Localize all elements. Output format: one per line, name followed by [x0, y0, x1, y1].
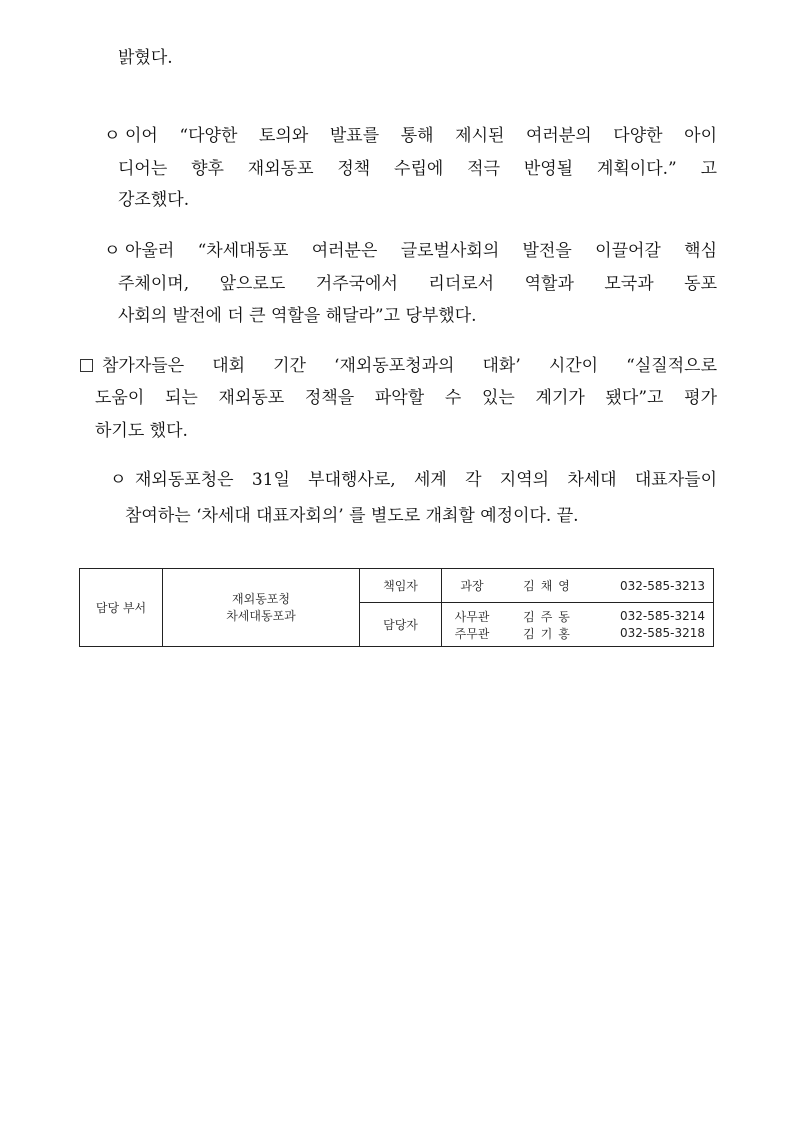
responsible-label: 책임자: [383, 579, 418, 593]
paragraph-line: 도움이 되는 재외동포 정책을 파악할 수 있는 계기가 됐다”고 평가: [95, 388, 717, 408]
division-name: 차세대동포과: [226, 608, 296, 623]
staff-label: 담당자: [383, 618, 418, 632]
responsible-label-cell: [360, 569, 442, 603]
paragraph-line: 디어는 향후 재외동포 정책 수립에 적극 반영될 계획이다.” 고: [118, 159, 717, 179]
org-name: 재외동포청: [232, 591, 290, 606]
staff-label-cell: [360, 603, 442, 647]
paragraph-line: 참가자들은 대회 기간 ‘재외동포청과의 대화’ 시간이 “실질적으로: [102, 356, 717, 376]
staff-contact-cell: [442, 603, 714, 647]
contact-phone: 032-585-3218: [619, 626, 705, 640]
contact-row: [442, 625, 713, 642]
org-cell: [163, 569, 360, 647]
paragraph-line: 참여하는 ‘차세대 대표자회의’ 를 별도로 개최할 예정이다. 끝.: [125, 506, 579, 526]
contact-phone: 032-585-3213: [619, 578, 705, 593]
checkbox-icon: [80, 359, 93, 372]
contact-title: 과장: [460, 579, 484, 593]
bullet-marker: ㅇ: [104, 241, 121, 261]
contact-name: 김주동: [523, 609, 576, 624]
paragraph-line: 하기도 했다.: [95, 421, 188, 441]
contact-name: 김채영: [523, 579, 576, 593]
dept-label: 담당 부서: [95, 601, 147, 615]
responsible-contact-cell: [442, 569, 714, 603]
contact-name: 김기홍: [523, 626, 576, 641]
paragraph-line: 사회의 발전에 더 큰 역할을 해달라”고 당부했다.: [118, 306, 477, 326]
contact-title: 주무관: [454, 626, 490, 641]
paragraph-line: 아울러 “차세대동포 여러분은 글로벌사회의 발전을 이끌어갈 핵심: [125, 241, 717, 261]
contact-phone: 032-585-3214: [619, 609, 705, 623]
contact-title: 사무관: [454, 609, 490, 624]
bullet-marker: ㅇ: [104, 126, 121, 146]
dept-label-cell: [80, 569, 163, 647]
bullet-marker: ㅇ: [110, 470, 127, 490]
paragraph-line: 강조했다.: [118, 190, 190, 210]
paragraph-continuation: 밝혔다.: [118, 48, 173, 68]
contact-row: [442, 608, 713, 625]
paragraph-line: 이어 “다양한 토의와 발표를 통해 제시된 여러분의 다양한 아이: [125, 126, 717, 146]
contact-table: [79, 568, 714, 647]
paragraph-line: 주체이며, 앞으로도 거주국에서 리더로서 역할과 모국과 동포: [118, 274, 717, 294]
paragraph-line: 재외동포청은 31일 부대행사로, 세계 각 지역의 차세대 대표자들이: [135, 470, 717, 490]
